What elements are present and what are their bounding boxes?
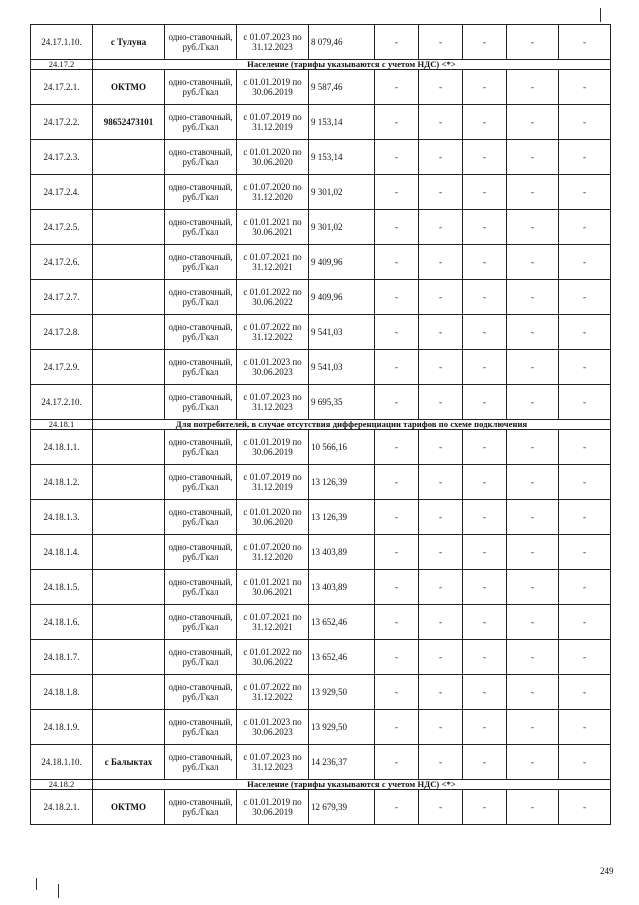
row-code: 24.18.1.6. xyxy=(31,605,93,640)
tariff-kind: одно-ставочный, руб./Гкал xyxy=(165,430,237,465)
tariff-value: 10 566,16 xyxy=(309,430,375,465)
empty-cell-dash: - xyxy=(375,570,419,605)
empty-cell-dash: - xyxy=(559,140,611,175)
tariff-period: с 01.01.2020 по 30.06.2020 xyxy=(237,500,309,535)
empty-cell-dash: - xyxy=(419,675,463,710)
row-area-label xyxy=(93,605,165,640)
empty-cell-dash: - xyxy=(419,140,463,175)
empty-cell-dash: - xyxy=(463,790,507,825)
empty-cell-dash: - xyxy=(463,745,507,780)
empty-cell-dash: - xyxy=(375,140,419,175)
section-heading: Население (тарифы указываются с учетом НДС) <*> xyxy=(93,780,611,790)
row-code: 24.18.1.8. xyxy=(31,675,93,710)
table-row xyxy=(31,175,611,210)
empty-cell-dash: - xyxy=(419,385,463,420)
empty-cell-dash: - xyxy=(463,175,507,210)
empty-cell-dash: - xyxy=(463,675,507,710)
tariff-period: с 01.01.2022 по 30.06.2022 xyxy=(237,280,309,315)
empty-cell-dash: - xyxy=(507,175,559,210)
scan-mark xyxy=(58,884,59,898)
row-area-label xyxy=(93,430,165,465)
row-area-label xyxy=(93,570,165,605)
empty-cell-dash: - xyxy=(463,105,507,140)
tariff-value: 9 153,14 xyxy=(309,140,375,175)
section-header-row xyxy=(31,420,611,430)
empty-cell-dash: - xyxy=(463,605,507,640)
empty-cell-dash: - xyxy=(375,675,419,710)
row-code: 24.18.1.2. xyxy=(31,465,93,500)
empty-cell-dash: - xyxy=(419,640,463,675)
page-number: 249 xyxy=(600,866,614,876)
empty-cell-dash: - xyxy=(507,745,559,780)
empty-cell-dash: - xyxy=(463,500,507,535)
empty-cell-dash: - xyxy=(507,25,559,60)
tariff-kind: одно-ставочный, руб./Гкал xyxy=(165,210,237,245)
row-code: 24.18.1.7. xyxy=(31,640,93,675)
tariff-period: с 01.01.2022 по 30.06.2022 xyxy=(237,640,309,675)
empty-cell-dash: - xyxy=(375,465,419,500)
tariff-value: 13 126,39 xyxy=(309,465,375,500)
empty-cell-dash: - xyxy=(463,570,507,605)
empty-cell-dash: - xyxy=(375,535,419,570)
empty-cell-dash: - xyxy=(463,710,507,745)
table-row xyxy=(31,70,611,105)
tariff-value: 14 236,37 xyxy=(309,745,375,780)
row-area-label xyxy=(93,535,165,570)
table-row xyxy=(31,430,611,465)
empty-cell-dash: - xyxy=(507,245,559,280)
row-area-label xyxy=(93,500,165,535)
tariff-value: 9 409,96 xyxy=(309,280,375,315)
tariff-value: 13 929,50 xyxy=(309,710,375,745)
table-row xyxy=(31,570,611,605)
empty-cell-dash: - xyxy=(375,70,419,105)
empty-cell-dash: - xyxy=(559,70,611,105)
tariff-kind: одно-ставочный, руб./Гкал xyxy=(165,640,237,675)
tariff-period: с 01.07.2020 по 31.12.2020 xyxy=(237,175,309,210)
empty-cell-dash: - xyxy=(559,675,611,710)
tariff-value: 13 403,89 xyxy=(309,535,375,570)
empty-cell-dash: - xyxy=(507,790,559,825)
empty-cell-dash: - xyxy=(559,710,611,745)
empty-cell-dash: - xyxy=(507,385,559,420)
empty-cell-dash: - xyxy=(559,745,611,780)
tariff-value: 9 301,02 xyxy=(309,175,375,210)
section-heading: Население (тарифы указываются с учетом НДС) <*> xyxy=(93,60,611,70)
tariff-kind: одно-ставочный, руб./Гкал xyxy=(165,245,237,280)
tariff-kind: одно-ставочный, руб./Гкал xyxy=(165,385,237,420)
row-code: 24.18.1.5. xyxy=(31,570,93,605)
tariff-period: с 01.07.2022 по 31.12.2022 xyxy=(237,675,309,710)
section-heading: Для потребителей, в случае отсутствия дифференциации тарифов по схеме подключения xyxy=(93,420,611,430)
empty-cell-dash: - xyxy=(419,710,463,745)
tariff-table xyxy=(30,24,611,825)
empty-cell-dash: - xyxy=(419,315,463,350)
empty-cell-dash: - xyxy=(419,570,463,605)
tariff-period: с 01.07.2019 по 31.12.2019 xyxy=(237,105,309,140)
empty-cell-dash: - xyxy=(375,25,419,60)
table-row xyxy=(31,350,611,385)
empty-cell-dash: - xyxy=(507,210,559,245)
section-code: 24.17.2 xyxy=(31,60,93,70)
tariff-period: с 01.07.2019 по 31.12.2019 xyxy=(237,465,309,500)
empty-cell-dash: - xyxy=(463,70,507,105)
tariff-kind: одно-ставочный, руб./Гкал xyxy=(165,140,237,175)
empty-cell-dash: - xyxy=(559,790,611,825)
row-code: 24.18.1.3. xyxy=(31,500,93,535)
empty-cell-dash: - xyxy=(559,175,611,210)
row-area-label xyxy=(93,315,165,350)
tariff-kind: одно-ставочный, руб./Гкал xyxy=(165,280,237,315)
empty-cell-dash: - xyxy=(463,430,507,465)
table-row xyxy=(31,535,611,570)
empty-cell-dash: - xyxy=(375,710,419,745)
tariff-kind: одно-ставочный, руб./Гкал xyxy=(165,710,237,745)
row-area-label xyxy=(93,710,165,745)
row-area-label: с Тулуна xyxy=(93,25,165,60)
row-code: 24.17.2.1. xyxy=(31,70,93,105)
table-row xyxy=(31,140,611,175)
empty-cell-dash: - xyxy=(559,605,611,640)
empty-cell-dash: - xyxy=(419,535,463,570)
table-row xyxy=(31,465,611,500)
row-code: 24.17.2.4. xyxy=(31,175,93,210)
empty-cell-dash: - xyxy=(463,350,507,385)
row-area-label xyxy=(93,245,165,280)
empty-cell-dash: - xyxy=(507,105,559,140)
empty-cell-dash: - xyxy=(463,385,507,420)
row-area-label: ОКТМО xyxy=(93,70,165,105)
section-header-row xyxy=(31,780,611,790)
empty-cell-dash: - xyxy=(419,465,463,500)
empty-cell-dash: - xyxy=(419,790,463,825)
row-code: 24.17.2.9. xyxy=(31,350,93,385)
tariff-kind: одно-ставочный, руб./Гкал xyxy=(165,605,237,640)
empty-cell-dash: - xyxy=(559,465,611,500)
row-area-label xyxy=(93,210,165,245)
empty-cell-dash: - xyxy=(375,210,419,245)
empty-cell-dash: - xyxy=(419,25,463,60)
empty-cell-dash: - xyxy=(559,385,611,420)
empty-cell-dash: - xyxy=(507,675,559,710)
empty-cell-dash: - xyxy=(419,175,463,210)
tariff-period: с 01.01.2021 по 30.06.2021 xyxy=(237,570,309,605)
empty-cell-dash: - xyxy=(559,640,611,675)
empty-cell-dash: - xyxy=(559,500,611,535)
tariff-value: 13 403,89 xyxy=(309,570,375,605)
row-area-label xyxy=(93,140,165,175)
table-row xyxy=(31,745,611,780)
tariff-period: с 01.01.2019 по 30.06.2019 xyxy=(237,790,309,825)
table-row xyxy=(31,675,611,710)
table-row xyxy=(31,210,611,245)
empty-cell-dash: - xyxy=(463,535,507,570)
tariff-period: с 01.01.2020 по 30.06.2020 xyxy=(237,140,309,175)
row-code: 24.18.1.10. xyxy=(31,745,93,780)
tariff-value: 9 587,46 xyxy=(309,70,375,105)
section-code: 24.18.1 xyxy=(31,420,93,430)
row-area-label xyxy=(93,675,165,710)
empty-cell-dash: - xyxy=(375,385,419,420)
row-code: 24.18.1.4. xyxy=(31,535,93,570)
tariff-period: с 01.07.2023 по 31.12.2023 xyxy=(237,385,309,420)
table-row xyxy=(31,640,611,675)
tariff-period: с 01.01.2021 по 30.06.2021 xyxy=(237,210,309,245)
table-row xyxy=(31,605,611,640)
row-code: 24.17.2.6. xyxy=(31,245,93,280)
table-row xyxy=(31,25,611,60)
empty-cell-dash: - xyxy=(559,25,611,60)
empty-cell-dash: - xyxy=(507,535,559,570)
empty-cell-dash: - xyxy=(507,70,559,105)
tariff-value: 9 301,02 xyxy=(309,210,375,245)
tariff-kind: одно-ставочный, руб./Гкал xyxy=(165,570,237,605)
empty-cell-dash: - xyxy=(507,140,559,175)
tariff-value: 13 652,46 xyxy=(309,640,375,675)
tariff-kind: одно-ставочный, руб./Гкал xyxy=(165,25,237,60)
tariff-value: 8 079,46 xyxy=(309,25,375,60)
empty-cell-dash: - xyxy=(507,640,559,675)
empty-cell-dash: - xyxy=(375,605,419,640)
tariff-kind: одно-ставочный, руб./Гкал xyxy=(165,675,237,710)
row-code: 24.17.2.10. xyxy=(31,385,93,420)
tariff-period: с 01.01.2019 по 30.06.2019 xyxy=(237,70,309,105)
empty-cell-dash: - xyxy=(375,430,419,465)
tariff-value: 13 652,46 xyxy=(309,605,375,640)
empty-cell-dash: - xyxy=(375,280,419,315)
row-area-label xyxy=(93,280,165,315)
tariff-period: с 01.07.2021 по 31.12.2021 xyxy=(237,605,309,640)
section-code: 24.18.2 xyxy=(31,780,93,790)
tariff-kind: одно-ставочный, руб./Гкал xyxy=(165,350,237,385)
empty-cell-dash: - xyxy=(507,350,559,385)
empty-cell-dash: - xyxy=(559,210,611,245)
tariff-kind: одно-ставочный, руб./Гкал xyxy=(165,745,237,780)
table-row xyxy=(31,385,611,420)
tariff-kind: одно-ставочный, руб./Гкал xyxy=(165,535,237,570)
empty-cell-dash: - xyxy=(419,245,463,280)
section-header-row xyxy=(31,60,611,70)
table-row xyxy=(31,790,611,825)
row-area-label xyxy=(93,465,165,500)
tariff-table-body xyxy=(31,25,611,825)
tariff-period: с 01.07.2022 по 31.12.2022 xyxy=(237,315,309,350)
empty-cell-dash: - xyxy=(463,245,507,280)
empty-cell-dash: - xyxy=(419,605,463,640)
empty-cell-dash: - xyxy=(559,570,611,605)
table-row xyxy=(31,105,611,140)
tariff-period: с 01.07.2021 по 31.12.2021 xyxy=(237,245,309,280)
empty-cell-dash: - xyxy=(463,640,507,675)
empty-cell-dash: - xyxy=(507,280,559,315)
empty-cell-dash: - xyxy=(507,570,559,605)
row-area-label: 98652473101 xyxy=(93,105,165,140)
empty-cell-dash: - xyxy=(559,350,611,385)
empty-cell-dash: - xyxy=(375,500,419,535)
empty-cell-dash: - xyxy=(375,790,419,825)
empty-cell-dash: - xyxy=(375,315,419,350)
tariff-period: с 01.01.2023 по 30.06.2023 xyxy=(237,710,309,745)
row-code: 24.17.1.10. xyxy=(31,25,93,60)
tariff-period: с 01.07.2023 по 31.12.2023 xyxy=(237,745,309,780)
tariff-value: 12 679,39 xyxy=(309,790,375,825)
empty-cell-dash: - xyxy=(419,105,463,140)
tariff-kind: одно-ставочный, руб./Гкал xyxy=(165,70,237,105)
tariff-kind: одно-ставочный, руб./Гкал xyxy=(165,790,237,825)
empty-cell-dash: - xyxy=(559,535,611,570)
tariff-period: с 01.01.2019 по 30.06.2019 xyxy=(237,430,309,465)
empty-cell-dash: - xyxy=(375,175,419,210)
scan-mark xyxy=(36,878,37,890)
empty-cell-dash: - xyxy=(375,350,419,385)
table-row xyxy=(31,245,611,280)
tariff-value: 9 153,14 xyxy=(309,105,375,140)
row-area-label xyxy=(93,640,165,675)
table-row xyxy=(31,500,611,535)
row-area-label xyxy=(93,175,165,210)
tariff-value: 13 126,39 xyxy=(309,500,375,535)
row-code: 24.18.2.1. xyxy=(31,790,93,825)
empty-cell-dash: - xyxy=(507,605,559,640)
empty-cell-dash: - xyxy=(559,430,611,465)
row-code: 24.17.2.3. xyxy=(31,140,93,175)
empty-cell-dash: - xyxy=(463,280,507,315)
empty-cell-dash: - xyxy=(375,105,419,140)
tariff-period: с 01.07.2023 по 31.12.2023 xyxy=(237,25,309,60)
row-code: 24.17.2.2. xyxy=(31,105,93,140)
table-row xyxy=(31,280,611,315)
tariff-value: 9 541,03 xyxy=(309,315,375,350)
tariff-kind: одно-ставочный, руб./Гкал xyxy=(165,105,237,140)
tariff-kind: одно-ставочный, руб./Гкал xyxy=(165,465,237,500)
row-area-label xyxy=(93,385,165,420)
empty-cell-dash: - xyxy=(419,210,463,245)
empty-cell-dash: - xyxy=(463,465,507,500)
row-area-label: с Балыктах xyxy=(93,745,165,780)
empty-cell-dash: - xyxy=(419,350,463,385)
table-row xyxy=(31,315,611,350)
tariff-period: с 01.07.2020 по 31.12.2020 xyxy=(237,535,309,570)
empty-cell-dash: - xyxy=(375,640,419,675)
empty-cell-dash: - xyxy=(463,315,507,350)
empty-cell-dash: - xyxy=(375,745,419,780)
empty-cell-dash: - xyxy=(375,245,419,280)
empty-cell-dash: - xyxy=(559,315,611,350)
tariff-kind: одно-ставочный, руб./Гкал xyxy=(165,315,237,350)
empty-cell-dash: - xyxy=(419,280,463,315)
empty-cell-dash: - xyxy=(507,710,559,745)
scan-mark xyxy=(600,8,601,22)
tariff-kind: одно-ставочный, руб./Гкал xyxy=(165,175,237,210)
tariff-value: 13 929,50 xyxy=(309,675,375,710)
empty-cell-dash: - xyxy=(419,430,463,465)
empty-cell-dash: - xyxy=(507,500,559,535)
empty-cell-dash: - xyxy=(559,105,611,140)
empty-cell-dash: - xyxy=(419,745,463,780)
empty-cell-dash: - xyxy=(507,315,559,350)
empty-cell-dash: - xyxy=(559,245,611,280)
empty-cell-dash: - xyxy=(419,500,463,535)
tariff-value: 9 695,35 xyxy=(309,385,375,420)
empty-cell-dash: - xyxy=(507,430,559,465)
row-code: 24.17.2.8. xyxy=(31,315,93,350)
empty-cell-dash: - xyxy=(419,70,463,105)
tariff-value: 9 541,03 xyxy=(309,350,375,385)
empty-cell-dash: - xyxy=(463,210,507,245)
row-code: 24.18.1.9. xyxy=(31,710,93,745)
row-code: 24.17.2.5. xyxy=(31,210,93,245)
tariff-period: с 01.01.2023 по 30.06.2023 xyxy=(237,350,309,385)
tariff-value: 9 409,96 xyxy=(309,245,375,280)
empty-cell-dash: - xyxy=(559,280,611,315)
empty-cell-dash: - xyxy=(507,465,559,500)
empty-cell-dash: - xyxy=(463,25,507,60)
row-code: 24.17.2.7. xyxy=(31,280,93,315)
row-area-label: ОКТМО xyxy=(93,790,165,825)
tariff-kind: одно-ставочный, руб./Гкал xyxy=(165,500,237,535)
table-row xyxy=(31,710,611,745)
row-area-label xyxy=(93,350,165,385)
empty-cell-dash: - xyxy=(463,140,507,175)
row-code: 24.18.1.1. xyxy=(31,430,93,465)
